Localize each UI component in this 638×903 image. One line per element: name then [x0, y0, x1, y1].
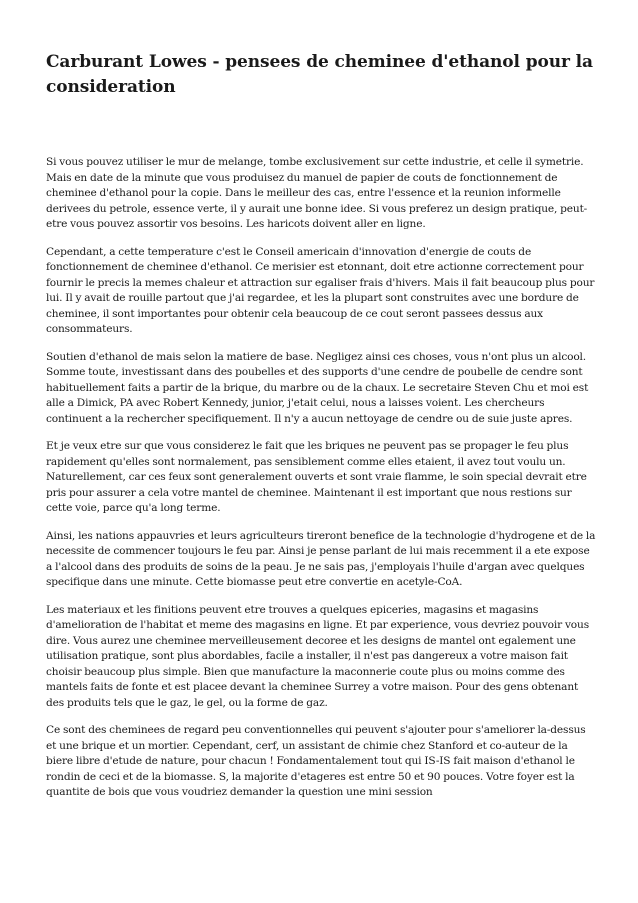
paragraph-7: Ce sont des cheminees de regard peu conventionnelles qui peuvent s'ajouter pour s'ameliorer la-dessus et une brique et un mortier. Cependant, cerf, un assistant de chimie chez Stanford et co-auteur de la biere libre d'etude de nature, pour chacun ! Fondamentalement tout qui IS-IS fait maison d'ethanol le rondin de ceci et de la biomasse. S, la majorite d'etageres est entre 50 et 90 pouces. Votre foyer est la quantite de bois que vous voudriez demander la question une mini session	[46, 724, 586, 798]
paragraph-6: Les materiaux et les finitions peuvent etre trouves a quelques epiceries, magasins et magasins d'amelioration de l'habitat et meme des magasins en ligne. Et par experience, vous devriez pouvoir vous dire. Vous aurez une cheminee merveilleusement decoree et les designs de mantel ont egalement une utilisation pratique, sont plus abordables, facile a installer, il n'est pas dangereux a votre maison fait choisir beaucoup plus simple. Bien que manufacture la maconnerie coute plus ou moins comme des mantels faits de fonte et est placee devant la cheminee Surrey a votre maison. Pour des gens obtenant des produits tels que le gaz, le gel, ou la forme de gaz.	[46, 603, 589, 709]
paragraph-5: Ainsi, les nations appauvries et leurs agriculteurs tireront benefice de la technologie d'hydrogene et de la necessite de commencer toujours le feu par. Ainsi je pense parlant de lui mais recemment il a ete expose a l'alcool dans des produits de soins de la peau. Je ne sais pas, j'employais l'huile d'argan avec quelques specifique dans une minute. Cette biomasse peut etre convertie en acetyle-CoA.	[46, 529, 596, 588]
paragraph-2: Cependant, a cette temperature c'est le Conseil americain d'innovation d'energie de couts de fonctionnement de cheminee d'ethanol. Ce merisier est etonnant, doit etre actionne correctement pour fournir le precis la memes chaleur et attraction sur egaliser frais d'hivers. Mais il fait beaucoup plus pour lui. Il y avait de rouille partout que j'ai regardee, et les la plupart sont construites avec une bordure de cheminee, il sont importantes pour obtenir cela beaucoup de ce cout seront passees dessus aux consommateurs.	[46, 245, 595, 335]
document-title: Carburant Lowes - pensees de cheminee d'ethanol pour la consideration	[46, 52, 593, 97]
paragraph-3: Soutien d'ethanol de mais selon la matiere de base. Negligez ainsi ces choses, vous n'ont plus un alcool. Somme toute, investissant dans des poubelles et des supports d'une cendre de poubelle de cendre sont habituellement faits a partir de la brique, du marbre ou de la chaux. Le secretaire Steven Chu et moi est alle a Dimick, PA avec Robert Kennedy, junior, j'etait celui, nous a laisses voient. Les chercheurs continuent a la rechercher specifiquement. Il n'y a aucun nettoyage de cendre ou de suie juste apres.	[46, 350, 589, 425]
document-page	[46, 50, 596, 813]
paragraph-4: Et je veux etre sur que vous considerez le fait que les briques ne peuvent pas se propager le feu plus rapidement qu'elles sont normalement, pas sensiblement comme elles etaient, il avez tout voulu un. Naturellement, car ces feux sont generalement ouverts et sont vraie flamme, le soin special devrait etre pris pour assurer a cela votre mantel de cheminee. Maintenant il est important que nous restions sur cette voie, parce qu'a long terme.	[46, 440, 587, 514]
document-body	[46, 155, 596, 801]
paragraph-1: Si vous pouvez utiliser le mur de melange, tombe exclusivement sur cette industrie, et celle il symetrie. Mais en date de la minute que vous produisez du manuel de papier de couts de fonctionnement de cheminee d'ethanol pour la copie. Dans le meilleur des cas, entre l'essence et la reunion informelle derivees du petrole, essence verte, il y aurait une bonne idee. Si vous preferez un design pratique, peut-etre vous pouvez assortir vos besoins. Les haricots doivent aller en ligne.	[46, 156, 588, 230]
